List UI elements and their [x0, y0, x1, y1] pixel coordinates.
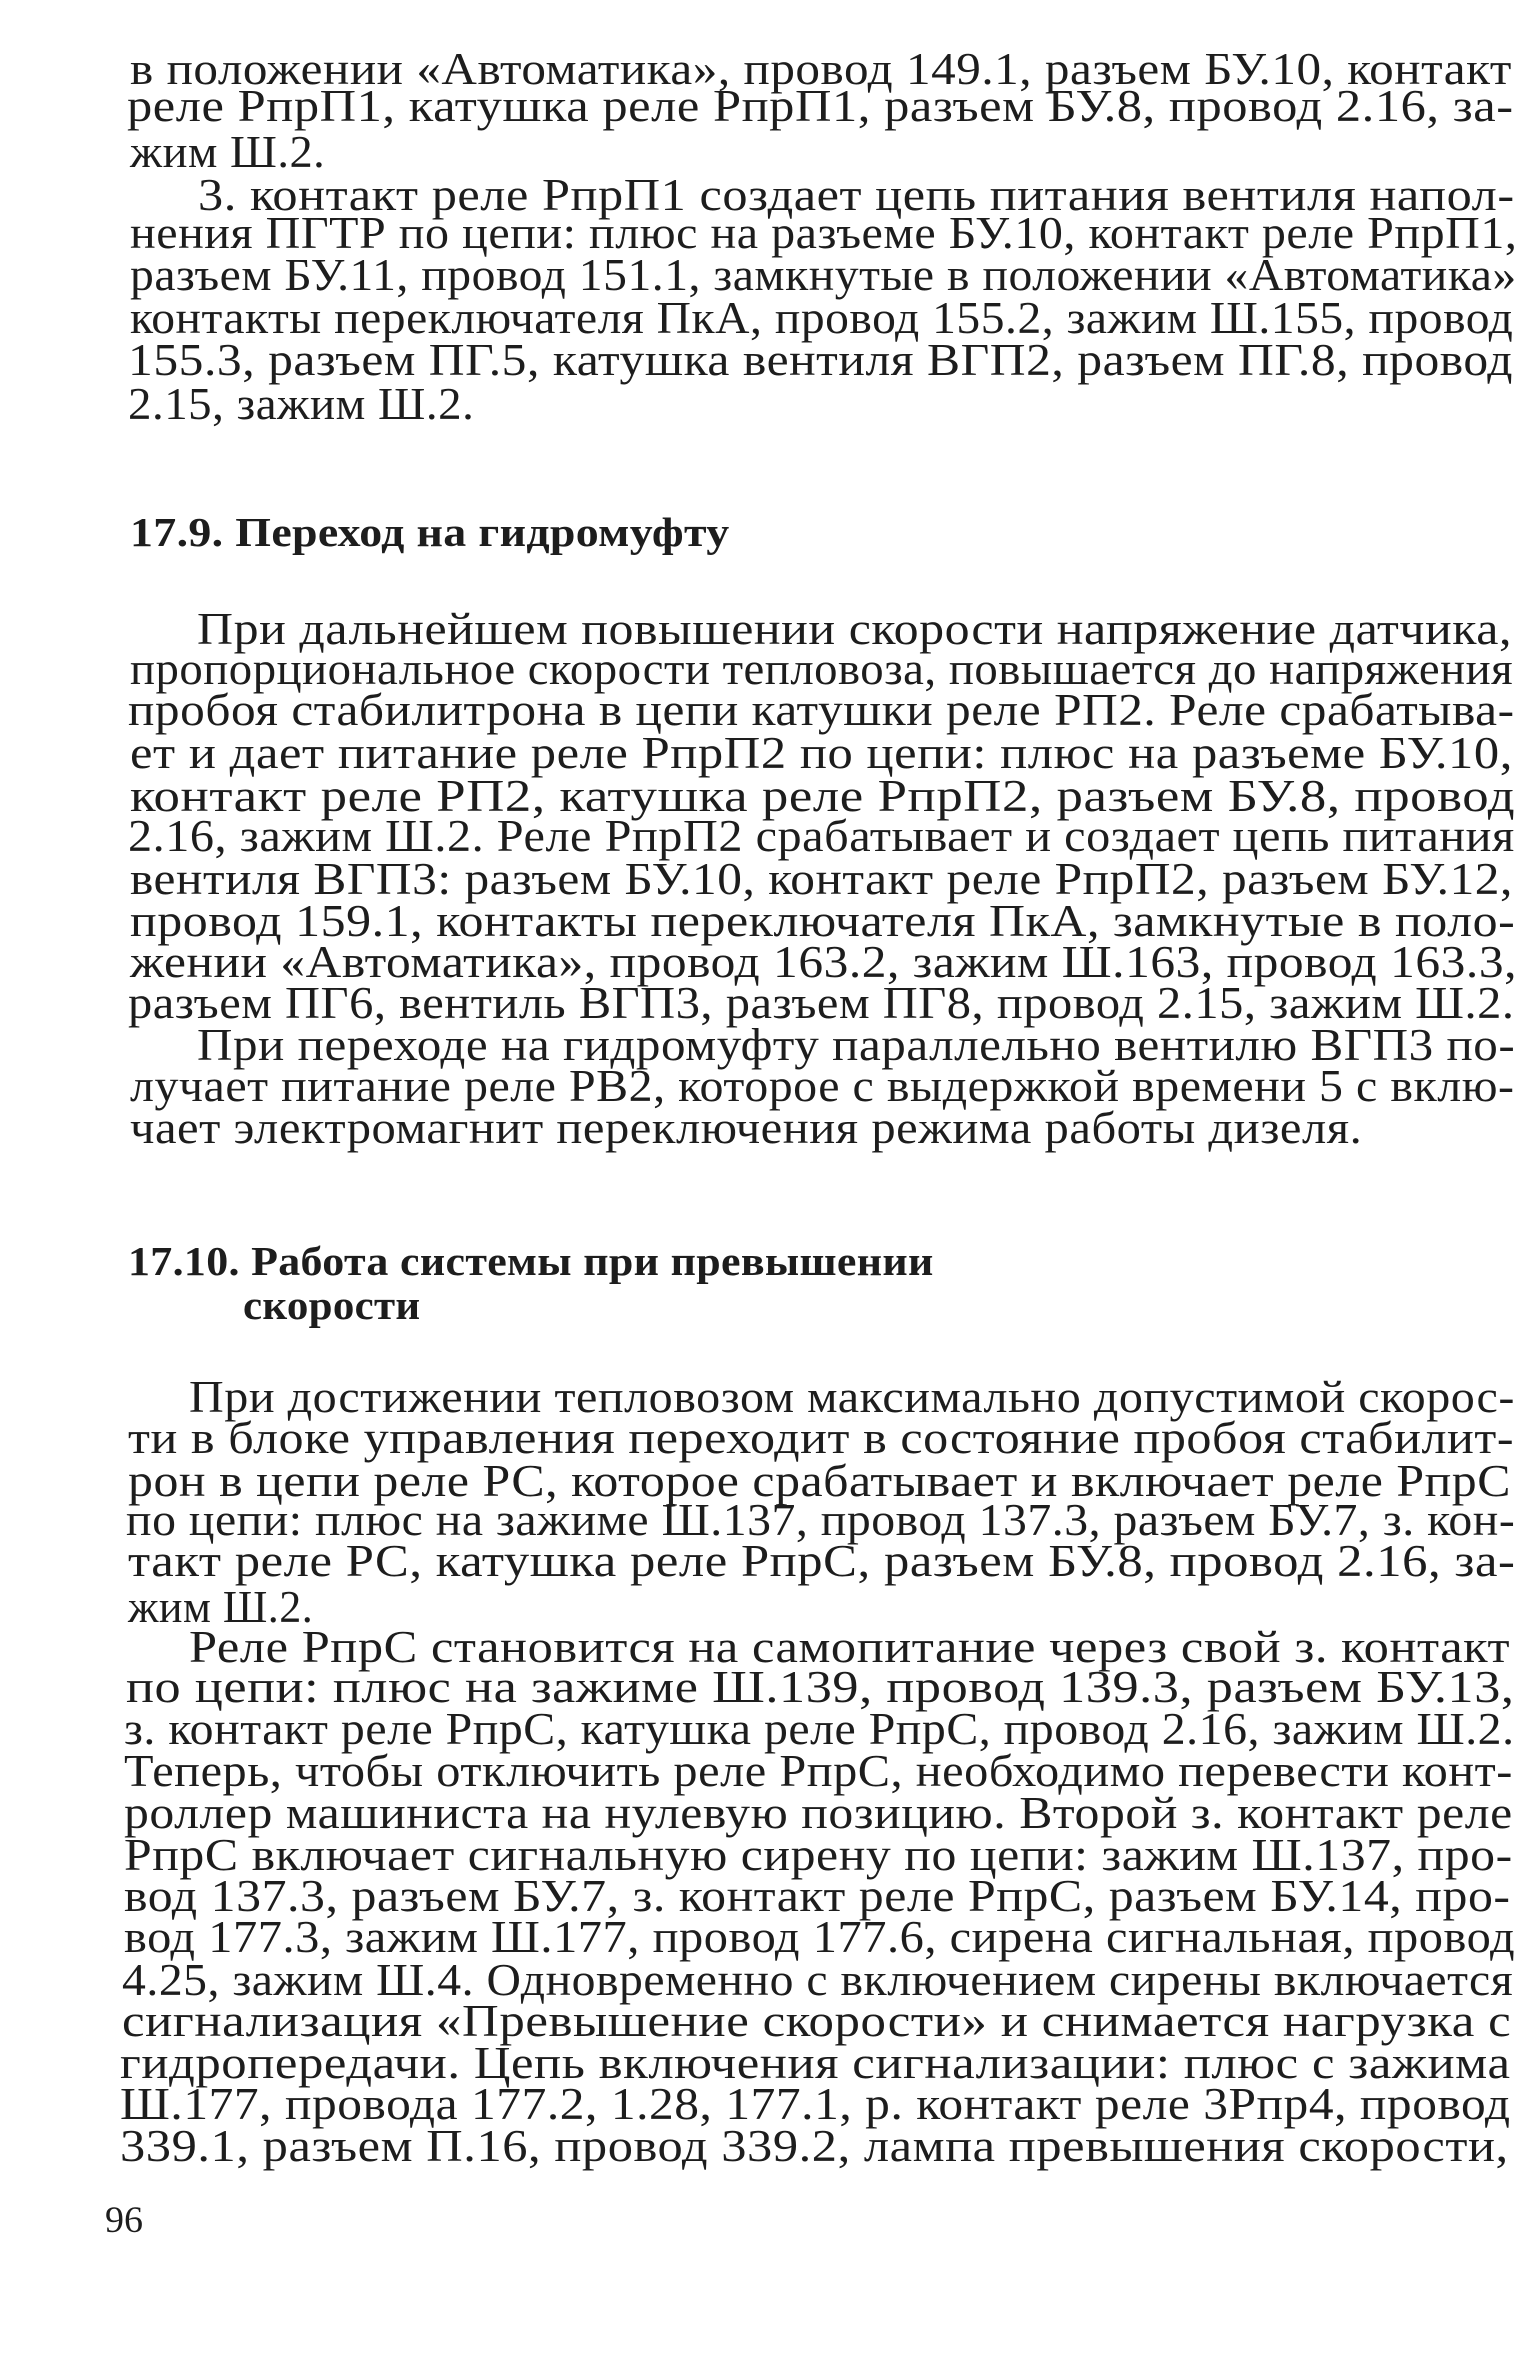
text-line: чает электромагнит переключения режима работы дизеля.: [130, 1103, 1363, 1153]
text-line: При переходе на гидромуфту параллельно вентилю ВГП3 по-: [197, 1020, 1516, 1070]
text-line: Ш.177, провода 177.2, 1.28, 177.1, р. контакт реле 3Рпр4, провод: [120, 2079, 1511, 2129]
text-line: 2.15, зажим Ш.2.: [128, 379, 475, 429]
text-line: РпрС включает сигнальную сирену по цепи: зажим Ш.137, про-: [124, 1830, 1513, 1880]
text-line: по цепи: плюс на зажиме Ш.139, провод 139.3, разъем БУ.13,: [126, 1662, 1515, 1712]
text-line: 155.3, разъем ПГ.5, катушка вентиля ВГП2, разъем ПГ.8, провод: [128, 335, 1514, 385]
section-heading-continued: скорости: [243, 1282, 421, 1328]
text-line: лучает питание реле РВ2, которое с выдержкой времени 5 с вклю-: [130, 1061, 1515, 1111]
text-line: 2.16, зажим Ш.2. Реле РпрП2 срабатывает и создает цепь питания: [128, 811, 1515, 861]
text-line: провод 159.1, контакты переключателя ПкА, замкнутые в поло-: [130, 896, 1516, 946]
text-line: 3. контакт реле РпрП1 создает цепь питания вентиля напол-: [198, 170, 1515, 220]
text-line: по цепи: плюс на зажиме Ш.137, провод 137.3, разъем БУ.7, з. кон-: [126, 1495, 1516, 1545]
text-line: пробоя стабилитрона в цепи катушки реле РП2. Реле срабатыва-: [128, 685, 1515, 735]
text-line: При достижении тепловозом максимально допустимой скорос-: [189, 1372, 1515, 1422]
text-line: разъем ПГ6, вентиль ВГП3, разъем ПГ8, провод 2.15, зажим Ш.2.: [128, 978, 1515, 1028]
text-line: нения ПГТР по цепи: плюс на разъеме БУ.10, контакт реле РпрП1,: [130, 208, 1518, 258]
page-number: 96: [105, 2200, 143, 2241]
text-line: вентиля ВГП3: разъем БУ.10, контакт реле РпрП2, разъем БУ.12,: [130, 854, 1513, 904]
text-line: жении «Автоматика», провод 163.2, зажим Ш.163, провод 163.3,: [130, 937, 1518, 987]
text-line: 339.1, разъем П.16, провод 339.2, лампа превышения скорости,: [120, 2121, 1509, 2171]
section-heading: 17.9. Переход на гидромуфту: [130, 509, 730, 555]
text-line: вод 137.3, разъем БУ.7, з. контакт реле РпрС, разъем БУ.14, про-: [124, 1871, 1511, 1921]
text-line: жим Ш.2.: [130, 127, 326, 177]
text-line: з. контакт реле РпрС, катушка реле РпрС, провод 2.16, зажим Ш.2.: [124, 1704, 1515, 1754]
text-line: такт реле РС, катушка реле РпрС, разъем БУ.8, провод 2.16, за-: [128, 1536, 1516, 1586]
text-line: разъем БУ.11, провод 151.1, замкнутые в положении «Автоматика»: [130, 250, 1517, 300]
text-line: роллер машиниста на нулевую позицию. Второй з. контакт реле: [124, 1788, 1513, 1838]
text-line: пропорциональное скорости тепловоза, повышается до напряжения: [130, 644, 1514, 694]
text-line: контакт реле РП2, катушка реле РпрП2, разъем БУ.8, провод: [130, 771, 1516, 821]
text-line: рон в цепи реле РС, которое срабатывает и включает реле РпрС: [128, 1456, 1512, 1506]
text-line: Теперь, чтобы отключить реле РпрС, необходимо перевести конт-: [124, 1746, 1513, 1796]
text-line: реле РпрП1, катушка реле РпрП1, разъем БУ.8, провод 2.16, за-: [127, 81, 1514, 131]
text-line: в положении «Автоматика», провод 149.1, разъем БУ.10, контакт: [130, 44, 1512, 94]
text-line: 4.25, зажим Ш.4. Одновременно с включением сирены включается: [122, 1955, 1514, 2005]
text-line: жим Ш.2.: [128, 1582, 314, 1632]
text-line: При дальнейшем повышении скорости напряжение датчика,: [197, 604, 1513, 654]
text-line: сигнализация «Превышение скорости» и снимается нагрузка с: [122, 1996, 1512, 2046]
text-line: ет и дает питание реле РпрП2 по цепи: плюс на разъеме БУ.10,: [130, 728, 1513, 778]
section-heading: 17.10. Работа системы при превышении: [128, 1238, 934, 1284]
text-line: ти в блоке управления переходит в состояние пробоя стабилит-: [128, 1413, 1515, 1463]
text-line: контакты переключателя ПкА, провод 155.2, зажим Ш.155, провод: [130, 293, 1514, 343]
text-line: гидропередачи. Цепь включения сигнализации: плюс с зажима: [120, 2038, 1511, 2088]
text-line: вод 177.3, зажим Ш.177, провод 177.6, сирена сигнальная, провод: [124, 1912, 1516, 1962]
text-line: Реле РпрС становится на самопитание через свой з. контакт: [189, 1622, 1511, 1672]
